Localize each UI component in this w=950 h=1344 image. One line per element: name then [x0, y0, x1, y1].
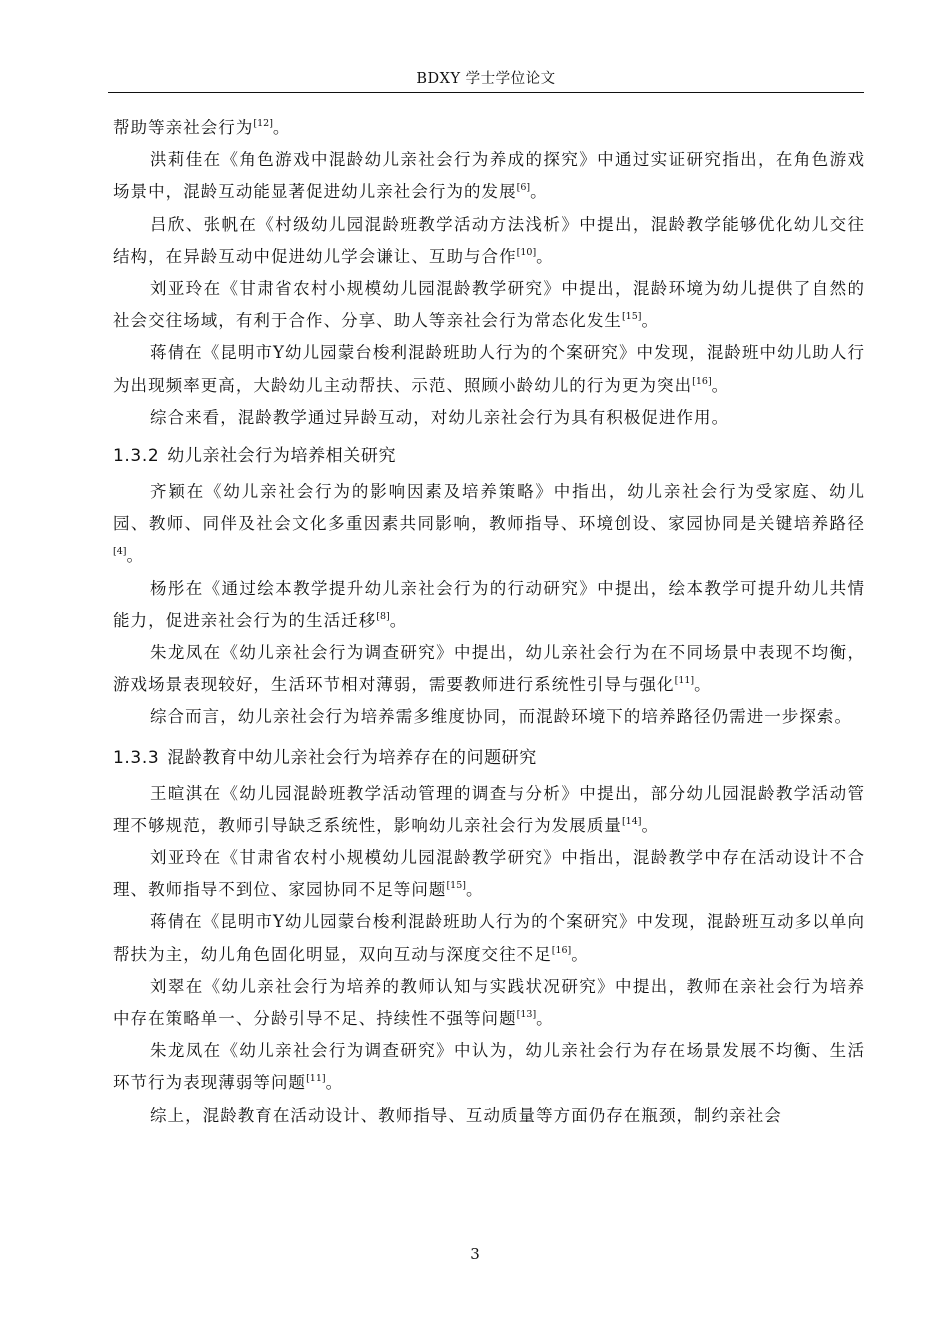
paragraph-text: 刘翠在《幼儿亲社会行为培养的教师认知与实践状况研究》中提出，教师在亲社会行为培养中存在策略单一、分龄引导不足、持续性不强等问题 [113, 976, 865, 1029]
paragraph [113, 573, 865, 637]
paragraph-text: 综合来看，混龄教学通过异龄互动，对幼儿亲社会行为具有积极促进作用。 [150, 407, 730, 427]
citation-ref: [14] [621, 815, 642, 827]
citation-ref: [6] [516, 182, 531, 194]
running-header: BDXY 学士学位论文 [416, 71, 556, 87]
paragraph-text: 蒋倩在《昆明市Y幼儿园蒙台梭利混龄班助人行为的个案研究》中发现，混龄班中幼儿助人行为出现频率更高，大龄幼儿主动帮扶、示范、照顾小龄幼儿的行为更为突出 [113, 343, 865, 395]
paragraph [113, 209, 865, 273]
section-heading-1-3-3 [113, 748, 865, 768]
citation-ref: [10] [516, 246, 537, 258]
paragraph-end: 。 [641, 815, 660, 835]
page-body [113, 112, 865, 1132]
paragraph [113, 701, 865, 733]
paragraph-text: 朱龙凤在《幼儿亲社会行为调查研究》中提出，幼儿亲社会行为在不同场景中表现不均衡，游戏场景表现较好，生活环节相对薄弱，需要教师进行系统性引导与强化 [113, 643, 865, 695]
paragraph-text: 王暄淇在《幼儿园混龄班教学活动管理的调查与分析》中提出，部分幼儿园混龄教学活动管理不够规范，教师引导缺乏系统性，影响幼儿亲社会行为发展质量 [113, 783, 865, 835]
citation-ref: [13] [516, 1009, 537, 1021]
paragraph [113, 842, 865, 906]
paragraph-text: 综合而言，幼儿亲社会行为培养需多维度协同，而混龄环境下的培养路径仍需进一步探索。 [150, 707, 852, 727]
paragraph [113, 337, 865, 401]
paragraph-end: 。 [536, 1009, 554, 1029]
paragraph [113, 112, 865, 144]
paragraph-text: 吕欣、张帆在《村级幼儿园混龄班教学活动方法浅析》中提出，混龄教学能够优化幼儿交往结构，在异龄互动中促进幼儿学会谦让、互助与合作 [113, 214, 865, 266]
paragraph [113, 971, 865, 1035]
paragraph [113, 778, 865, 842]
header-rule [108, 92, 864, 93]
citation-ref: [12] [253, 118, 273, 129]
paragraph [113, 273, 865, 337]
paragraph-end: 。 [641, 311, 660, 331]
citation-ref: [15] [621, 311, 642, 323]
section-title: 混龄教育中幼儿亲社会行为培养存在的问题研究 [167, 747, 537, 768]
paragraph-text: 刘亚玲在《甘肃省农村小规模幼儿园混龄教学研究》中提出，混龄环境为幼儿提供了自然的社会交往场域，有利于合作、分享、助人等亲社会行为常态化发生 [113, 279, 865, 331]
paragraph [113, 476, 865, 573]
paragraph-text: 齐颖在《幼儿亲社会行为的影响因素及培养策略》中指出，幼儿亲社会行为受家庭、幼儿园、教师、同伴及社会文化多重因素共同影响，教师指导、环境创设、家园协同是关键培养路径 [113, 482, 865, 534]
paragraph-end: 。 [711, 375, 730, 395]
paragraph-text: 杨彤在《通过绘本教学提升幼儿亲社会行为的行动研究》中提出，绘本教学可提升幼儿共情能力，促进亲社会行为的生活迁移 [113, 578, 865, 630]
citation-ref: [15] [446, 880, 466, 892]
section-heading-1-3-2 [113, 446, 865, 466]
section-title: 幼儿亲社会行为培养相关研究 [167, 446, 397, 467]
citation-ref: [16] [551, 944, 572, 956]
paragraph [113, 906, 865, 970]
citation-ref: [11] [306, 1073, 326, 1085]
paragraph [113, 1035, 865, 1099]
paragraph [113, 402, 865, 434]
paragraph [113, 144, 865, 208]
paragraph-end: 。 [530, 182, 548, 202]
citation-ref: [4] [113, 546, 127, 558]
paragraph-text: 帮助等亲社会行为 [113, 118, 254, 137]
paragraph-text: 刘亚玲在《甘肃省农村小规模幼儿园混龄教学研究》中指出，混龄教学中存在活动设计不合理、教师指导不到位、家园协同不足等问题 [113, 848, 865, 900]
paragraph-end: 。 [272, 118, 291, 137]
paragraph [113, 637, 865, 701]
citation-ref: [16] [692, 375, 712, 387]
paragraph [113, 1100, 865, 1132]
paragraph-text: 蒋倩在《昆明市Y幼儿园蒙台梭利混龄班助人行为的个案研究》中发现，混龄班互动多以单向帮扶为主，幼儿角色固化明显，双向互动与深度交往不足 [113, 912, 865, 964]
citation-ref: [11] [674, 675, 695, 687]
section-number: 1.3.2 [113, 446, 160, 467]
paragraph-end: 。 [325, 1073, 344, 1093]
paragraph-end: 。 [465, 880, 484, 900]
citation-ref: [8] [376, 610, 390, 622]
paragraph-end: 。 [694, 675, 712, 695]
paragraph-end: 。 [536, 246, 554, 266]
paragraph-text: 综上，混龄教育在活动设计、教师指导、互动质量等方面仍存在瓶颈，制约亲社会 [150, 1105, 782, 1125]
paragraph-text: 朱龙凤在《幼儿亲社会行为调查研究》中认为，幼儿亲社会行为存在场景发展不均衡、生活环节行为表现薄弱等问题 [113, 1041, 865, 1093]
paragraph-text: 洪莉佳在《角色游戏中混龄幼儿亲社会行为养成的探究》中通过实证研究指出，在角色游戏场景中，混龄互动能显著促进幼儿亲社会行为的发展 [113, 150, 865, 202]
page-number: 3 [470, 1245, 480, 1263]
paragraph-end: 。 [571, 944, 589, 964]
paragraph-end: 。 [126, 546, 145, 566]
paragraph-end: 。 [389, 610, 408, 630]
section-number: 1.3.3 [113, 747, 160, 768]
